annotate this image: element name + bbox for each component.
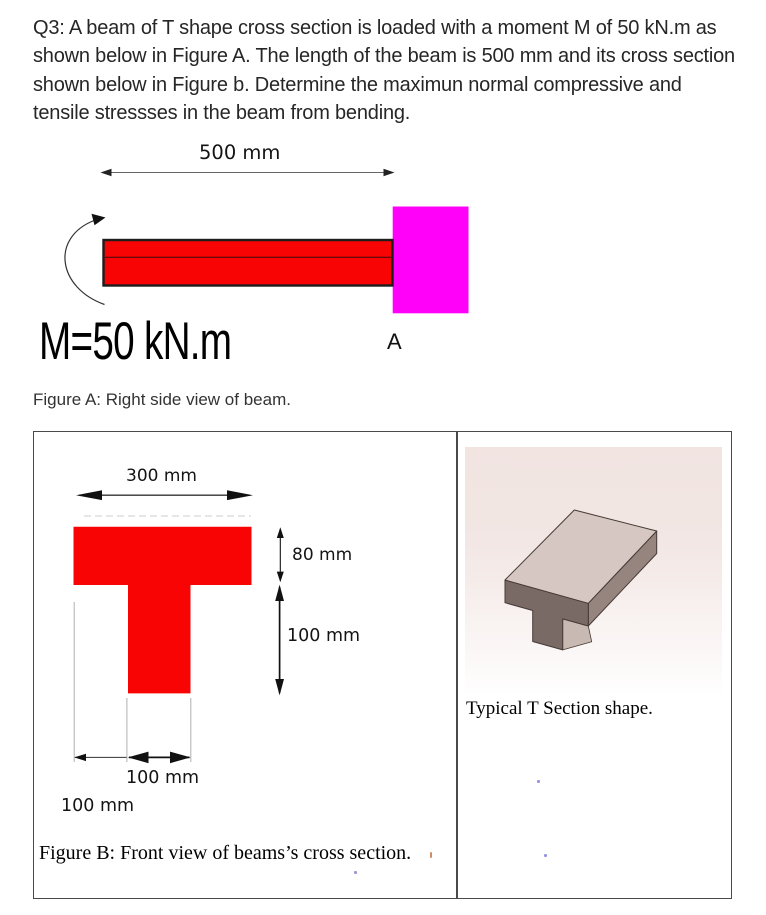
t-shape-3d-drawing: [505, 510, 657, 650]
stem-width-arrowhead-right: [170, 752, 191, 764]
stem-height-label: 100 mm: [287, 626, 361, 646]
flange-width-arrowhead-right: [227, 490, 253, 500]
overhang-arrowhead-left: [74, 754, 86, 761]
beam-length-dim-arrowhead-right: [384, 169, 395, 176]
flange-height-arrowhead-top: [277, 527, 284, 538]
support-block: [393, 207, 469, 314]
beam-length-label: 500 mm: [199, 141, 281, 164]
stem-width-arrowhead-left: [128, 752, 149, 764]
flange-width-label: 300 mm: [126, 466, 197, 486]
stray-dot-right-panel-lower: [544, 854, 547, 857]
stray-dot-left-panel: [354, 871, 357, 874]
stem-height-arrowhead-bottom: [275, 679, 284, 695]
stem-height-arrowhead-top: [275, 585, 284, 601]
flange-overhang-label: 100 mm: [61, 796, 135, 816]
flange-width-arrowhead-left: [76, 490, 102, 500]
support-a-label: A: [387, 329, 402, 354]
question-line-2: shown below in Figure A. The length of the beam is 500 mm and its cross section: [33, 45, 735, 67]
question-line-1: Q3: A beam of T shape cross section is loaded with a moment M of 50 kN.m as: [33, 17, 717, 39]
stem-width-label: 100 mm: [126, 768, 200, 788]
stray-dot-right-panel-upper: [537, 780, 540, 783]
typical-shape-caption: Typical T Section shape.: [466, 698, 653, 719]
figure-a-drawing: [65, 169, 469, 313]
t-section-shape: [74, 527, 252, 694]
question-line-4: tensile stressses in the beam from bending.: [33, 102, 411, 124]
stray-mark-near-divider: [430, 852, 432, 858]
beam-rect: [104, 240, 393, 286]
moment-arc: [65, 221, 105, 305]
figure-b-caption: Figure B: Front view of beams’s cross section.: [39, 842, 412, 864]
beam-length-dim-arrowhead-left: [101, 169, 112, 176]
moment-arc-arrowhead: [92, 214, 106, 225]
question-line-3: shown below in Figure b. Determine the maximun normal compressive and: [33, 74, 682, 96]
flange-height-arrowhead-bottom: [277, 572, 284, 583]
moment-value-label: M=50 kN.m: [39, 312, 232, 371]
figure-b-drawing: [74, 490, 285, 763]
figure-a-caption: Figure A: Right side view of beam.: [33, 390, 291, 409]
flange-height-label: 80 mm: [292, 545, 353, 565]
